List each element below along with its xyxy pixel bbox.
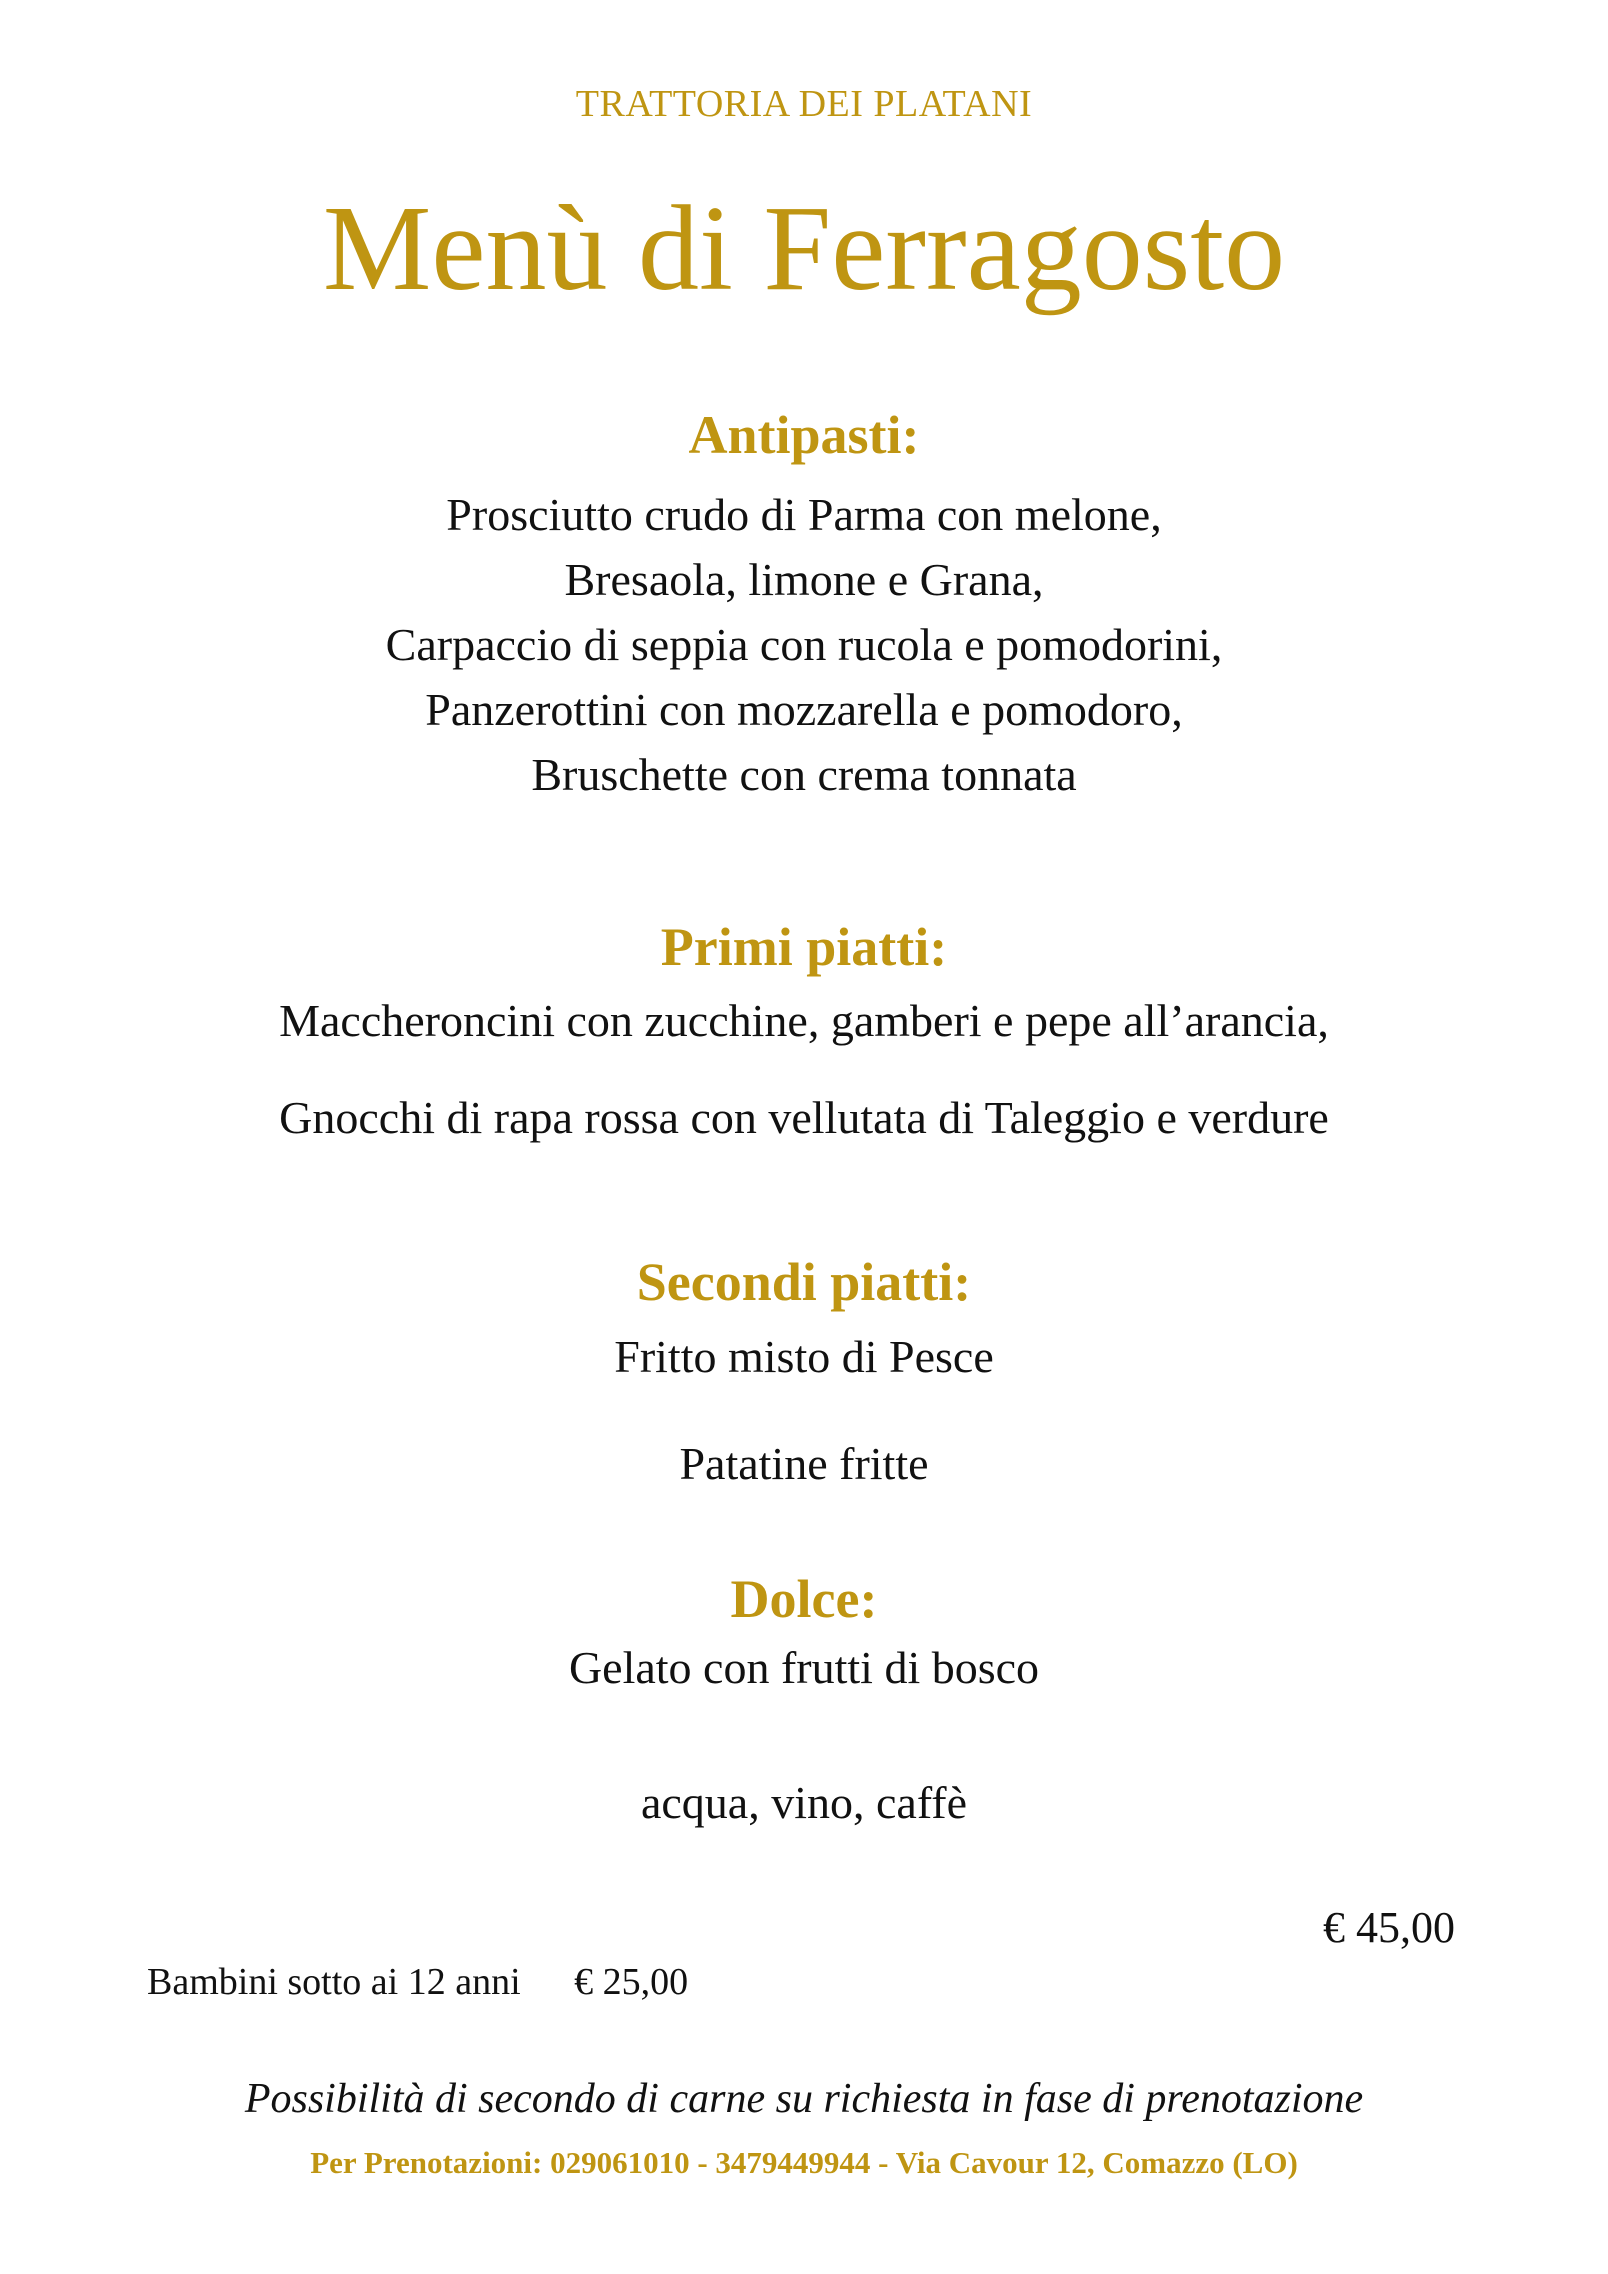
primi-heading: Primi piatti: [660, 917, 948, 977]
primi-item: Maccheroncini con zucchine, gamberi e pepe all’arancia, [279, 995, 1329, 1046]
antipasti-item: Bresaola, limone e Grana, [564, 554, 1044, 605]
kids-label: Bambini sotto ai 12 anni [147, 1961, 521, 2003]
footer-note: Possibilità di secondo di carne su richiesta in fase di prenotazione [244, 2076, 1364, 2122]
antipasti-item: Carpaccio di seppia con rucola e pomodorini, [385, 619, 1223, 670]
antipasti-item: Prosciutto crudo di Parma con melone, [446, 489, 1162, 540]
menu-price: € 45,00 [1323, 1903, 1455, 1952]
antipasti-item: Panzerottini con mozzarella e pomodoro, [425, 684, 1183, 735]
antipasti-item: Bruschette con crema tonnata [531, 749, 1077, 800]
secondi-item: Fritto misto di Pesce [614, 1331, 994, 1382]
restaurant-name: TRATTORIA DEI PLATANI [575, 83, 1033, 125]
secondi-heading: Secondi piatti: [636, 1252, 972, 1312]
menu-title: Menù di Ferragosto [322, 181, 1286, 316]
kids-price-line [147, 1960, 688, 2004]
kids-price: € 25,00 [574, 1961, 689, 2003]
drinks-line: acqua, vino, caffè [640, 1777, 968, 1828]
secondi-item: Patatine fritte [679, 1438, 929, 1489]
dolce-heading: Dolce: [730, 1569, 878, 1629]
primi-item: Gnocchi di rapa rossa con vellutata di Taleggio e verdure [279, 1092, 1329, 1143]
dolce-item: Gelato con frutti di bosco [568, 1642, 1040, 1693]
antipasti-list [0, 489, 1608, 817]
antipasti-heading: Antipasti: [688, 405, 920, 465]
contact-info: Per Prenotazioni: 029061010 - 3479449944 - Via Cavour 12, Comazzo (LO) [310, 2145, 1298, 2180]
